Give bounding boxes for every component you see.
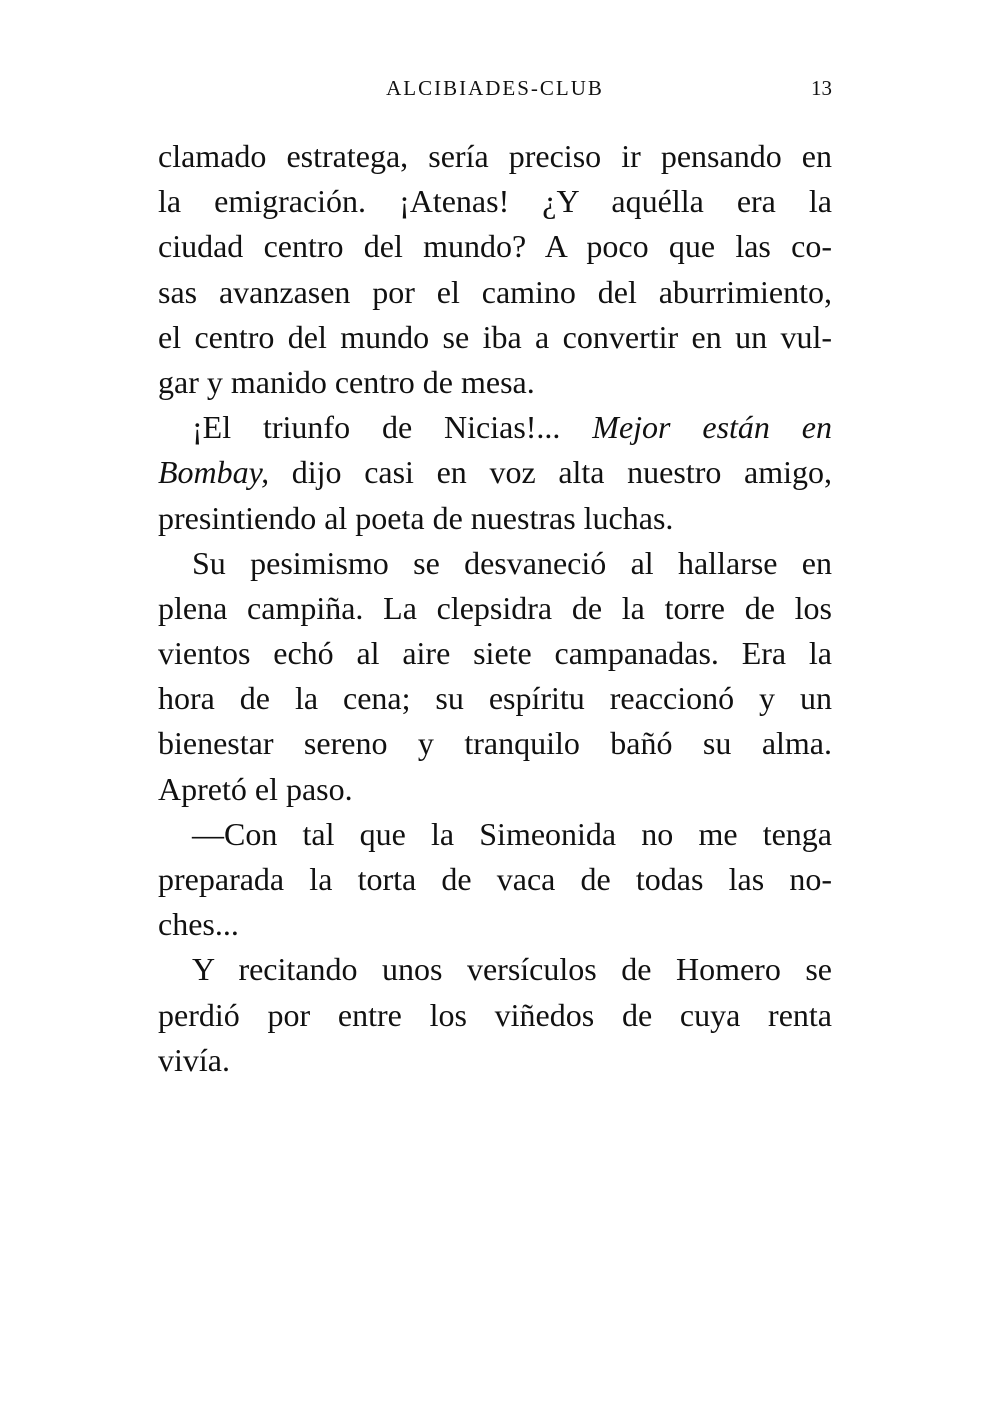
page-number: 13 <box>811 76 832 100</box>
text-fragment: ciudad centro del mundo? A poco que las co- <box>158 228 832 265</box>
text-line <box>158 315 832 360</box>
text-fragment: clamado estratega, sería preciso ir pensando en <box>158 138 832 174</box>
text-line <box>158 676 832 721</box>
text-fragment: ches... <box>158 906 239 943</box>
text-line <box>158 179 832 224</box>
text-line <box>158 857 832 902</box>
text-fragment: sas avanzasen por el camino del aburrimiento, <box>158 273 832 310</box>
text-line <box>158 1038 832 1083</box>
text-line <box>158 902 832 947</box>
text-fragment: vivía. <box>158 1041 230 1078</box>
text-line <box>158 721 832 766</box>
text-fragment: Apretó el paso. <box>158 770 353 807</box>
text-fragment: la emigración. ¡Atenas! ¿Y aquélla era la <box>158 183 832 220</box>
running-head <box>158 72 832 104</box>
text-fragment: vientos echó al aire siete campanadas. Era la <box>158 635 832 672</box>
text-line <box>158 947 832 992</box>
text-line <box>158 224 832 269</box>
text-line <box>158 360 832 405</box>
text-fragment: —Con tal que la Simeonida no me tenga <box>192 815 832 852</box>
running-title: ALCIBIADES-CLUB <box>386 76 604 100</box>
text-line <box>158 586 832 631</box>
text-line <box>158 270 832 315</box>
text-line <box>158 631 832 676</box>
text-line <box>158 496 832 541</box>
text-fragment: perdió por entre los viñedos de cuya renta <box>158 996 832 1033</box>
text-line <box>158 134 832 179</box>
text-fragment: el centro del mundo se iba a convertir en un vul- <box>158 318 832 355</box>
text-line <box>158 541 832 586</box>
text-line <box>158 812 832 857</box>
text-fragment: plena campiña. La clepsidra de la torre de los <box>158 589 832 626</box>
italic-phrase: Mejor están en <box>592 409 832 446</box>
italic-phrase: Bombay, <box>158 454 270 491</box>
text-fragment: ¡El triunfo de Nicias!... <box>192 409 593 446</box>
text-fragment: Y recitando unos versículos de Homero se <box>192 951 832 988</box>
text-fragment: preparada la torta de vaca de todas las no- <box>158 861 832 897</box>
text-fragment: presintiendo al poeta de nuestras luchas. <box>158 499 674 536</box>
text-fragment: bienestar sereno y tranquilo bañó su alma. <box>158 725 832 762</box>
text-line <box>158 993 832 1038</box>
text-fragment: hora de la cena; su espíritu reaccionó y un <box>158 680 832 717</box>
text-line <box>158 767 832 812</box>
text-line <box>158 450 832 495</box>
text-fragment: dijo casi en voz alta nuestro amigo, <box>269 454 832 491</box>
body-text <box>158 134 832 1083</box>
text-line <box>158 405 832 450</box>
text-fragment: gar y manido centro de mesa. <box>158 363 535 400</box>
text-fragment: Su pesimismo se desvaneció al hallarse en <box>192 544 832 581</box>
